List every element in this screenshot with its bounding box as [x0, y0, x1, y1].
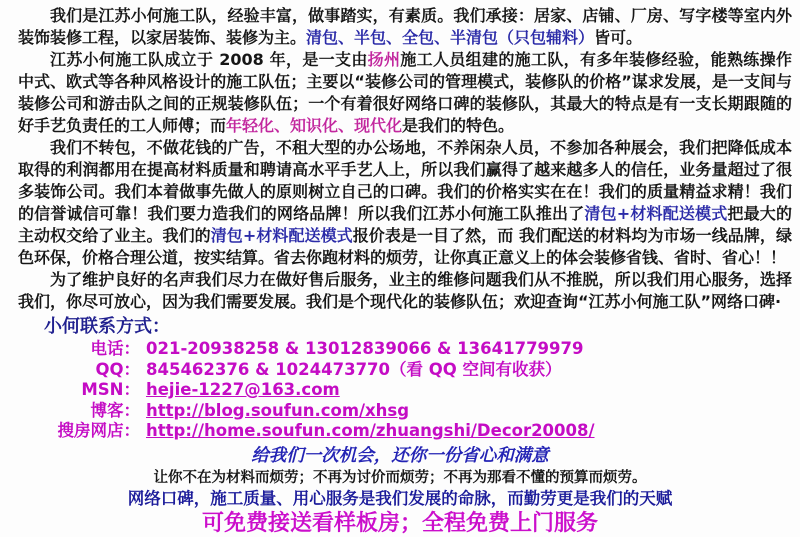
text-segment: 施工人员组建的施工队，有多年装修经验，能熟练操作中式、欧式等各种风格设计的施工队伍；主要以“装修公司的管理模式，装修队的价格”谋求发展，是一支间与装修公司和游击队之间的正规装修队伍；一个有着很好网络口碑的装修队，其最大的特点是有一支长期跟随的好手艺负责任的工人师傅；而	[18, 50, 792, 135]
text-segment: 报价表是一目了然，而 我们配送的材料均为市场一线品牌，绿色环保，价格合理公道，按实结算。省去你跑材料的烦劳，让你真正意义上的体会装修省钱、省时、省心！！	[18, 226, 792, 267]
text-segment: 为了维护良好的名声我们尽力在做好售后服务，业主的维修问题我们从不推脱，所以我们用心服务，选择我们，你尽可放心，因为我们需要发展。我们是个现代化的装修队伍；欢迎查询“江苏小何施工队”网络口碑·	[18, 270, 792, 311]
contact-row-phone	[0, 339, 800, 360]
body-text	[0, 5, 800, 313]
contact-label-msn: MSN：	[81, 380, 140, 399]
text-segment: 我们是江苏小何施工队，经验丰富，做事踏实，有素质。我们承接：居家、店铺、厂房、写字楼等室内外装饰装修工程，以家居装饰、装修为主。	[18, 6, 792, 47]
text-segment: 清包+材料配送模式	[210, 226, 353, 245]
contact-label-qq: QQ：	[95, 359, 140, 379]
contact-value-blog-link[interactable]: http://blog.soufun.com/xhsg	[146, 400, 410, 420]
slogan-no-worries: 让你不在为材料而烦劳；不再为讨价而烦劳；不再为那看不懂的预算而烦劳。	[153, 469, 647, 486]
paragraph	[18, 269, 792, 313]
contact-label-blog: 博客：	[90, 400, 140, 420]
contact-label-phone: 电话：	[90, 339, 140, 358]
paragraph	[18, 5, 792, 49]
contact-label-soufun-shop: 搜房网店：	[57, 421, 140, 440]
contact-value-msn-link[interactable]: hejie-1227@163.com	[146, 380, 340, 399]
contact-list	[0, 339, 800, 442]
text-segment: 年轻化、知识化、现代化	[226, 116, 403, 135]
text-segment: 我们不转包，不做花钱的广告，不租大型的办公场地，不养闲杂人员，不参加各种展会，我们把降低成本取得的利润都用在提高材料质量和聘请高水平手艺人上，所以我们赢得了越来越多人的信任，业务量超过了很多装饰公司。我们本着做事先做人的原则树立自己的口碑。我们的价格实实在在！我们的质量精益求精！我们的信誉诚信可靠！我们要力造我们的网络品牌！所以我们江苏小何施工队推出了	[18, 138, 792, 223]
text-segment: 清包+材料配送模式	[584, 204, 728, 223]
contact-row-msn	[0, 380, 800, 401]
footer-section	[0, 445, 800, 537]
slogan-free-service: 可免费接送看样板房；全程免费上门服务	[201, 510, 598, 536]
paragraph	[18, 49, 792, 137]
text-segment: 把最大的主动权交给了业主。我们的	[18, 204, 792, 245]
contact-section	[0, 315, 800, 442]
contact-row-qq	[0, 360, 800, 381]
slogan-lifeline: 网络口碑，施工质量、用心服务是我们发展的命脉，而勤劳更是我们的天赋	[127, 488, 673, 508]
slogan-opportunity: 给我们一次机会，还你一份省心和满意	[251, 445, 549, 466]
contact-value-soufun-shop-link[interactable]: http://home.soufun.com/zhuangshi/Decor20008/	[146, 421, 595, 440]
text-segment: 清包、半包、全包、半清包（只包辅料）	[306, 28, 595, 47]
contact-heading: 小何联系方式：	[44, 316, 170, 337]
contact-row-soufun-shop	[0, 421, 800, 442]
text-segment: 皆可。	[594, 28, 643, 47]
contact-value-qq: 845462376 & 1024473770（看 QQ 空间有收获）	[146, 359, 562, 379]
paragraph	[18, 137, 792, 269]
text-segment: 江苏小何施工队成立于 2008 年，是一支由	[50, 50, 368, 69]
contact-value-phone: 021-20938258 & 13012839066 & 13641779979	[146, 339, 584, 358]
contact-row-blog	[0, 401, 800, 422]
text-segment: 是我们的特色。	[402, 116, 515, 135]
text-segment: 扬州	[367, 50, 401, 69]
